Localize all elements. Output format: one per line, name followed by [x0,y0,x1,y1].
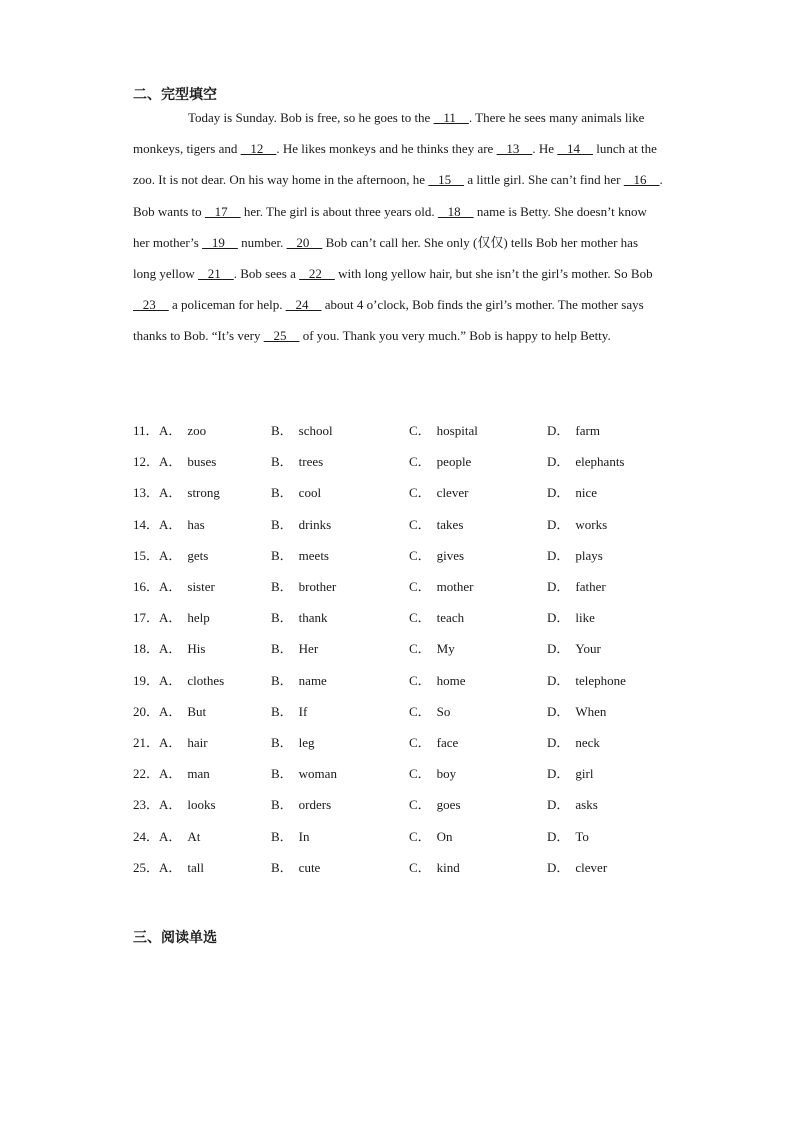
option-text: girl [575,766,594,782]
option-d [547,514,667,533]
option-text: has [187,516,205,532]
passage-text: . He likes monkeys and he thinks they are [276,141,497,157]
option-text: people [436,454,472,470]
option-text: farm [575,423,600,439]
option-letter: C． [409,859,431,875]
option-c [409,732,547,751]
option-text: boy [436,766,457,782]
option-text: works [575,516,608,532]
option-text: On [436,828,453,844]
option-text: neck [575,734,600,750]
passage-text: about 4 o’clock, Bob finds the girl’s mother. The mother says thanks to Bob. “It’s very [133,297,644,344]
option-letter: B． [271,423,293,439]
option-letter: B． [271,797,293,813]
option-b [271,576,409,595]
option-text: So [436,703,451,719]
option-b [271,732,409,751]
option-letter: C． [409,797,431,813]
option-text: meets [298,547,329,563]
option-text: sister [187,579,215,595]
option-letter: C． [409,734,431,750]
option-a [159,420,271,439]
question-number: 11． [133,423,159,439]
question-row [133,632,693,663]
option-letter: D． [547,797,570,813]
option-letter: D． [547,610,570,626]
option-b [271,514,409,533]
option-c [409,420,547,439]
blank-19: 19 [202,234,238,250]
option-c [409,482,547,501]
option-a [159,607,271,626]
option-text: leg [298,734,315,750]
option-b [271,794,409,813]
section-title-cloze: 二、完型填空 [133,87,217,103]
option-text: goes [436,797,461,813]
option-text: like [575,610,595,626]
option-text: clever [575,859,608,875]
option-letter: B． [271,672,293,688]
option-d [547,763,667,782]
question-row [133,601,693,632]
passage-text: her. The girl is about three years old. [240,203,438,219]
option-text: His [187,641,206,657]
option-letter: D． [547,641,570,657]
option-text: woman [298,766,337,782]
blank-23: 23 [133,297,169,313]
option-d [547,857,667,876]
option-letter: B． [271,734,293,750]
option-text: cool [298,485,322,501]
blank-21: 21 [198,266,234,282]
option-c [409,451,547,470]
option-letter: B． [271,610,293,626]
option-text: Her [298,641,319,657]
cloze-passage [133,102,663,352]
option-c [409,857,547,876]
blank-14: 14 [557,141,593,157]
option-letter: C． [409,579,431,595]
option-letter: D． [547,828,570,844]
option-text: brother [298,579,337,595]
option-text: clothes [187,672,225,688]
option-letter: C． [409,641,431,657]
option-letter: C． [409,454,431,470]
option-text: kind [436,859,460,875]
option-letter: C． [409,610,431,626]
blank-12: 12 [240,141,277,157]
option-a [159,451,271,470]
question-number: 14． [133,516,160,532]
blank-25: 25 [263,328,300,344]
option-d [547,638,667,657]
option-letter: C． [409,672,431,688]
question-number: 24． [133,828,160,844]
option-letter: D． [547,423,570,439]
option-letter: A． [159,610,182,626]
option-letter: C． [409,423,431,439]
passage-paragraph [133,102,663,352]
option-text: strong [187,485,220,501]
option-b [271,607,409,626]
passage-text: . He [532,141,558,157]
option-text: In [298,828,310,844]
option-letter: B． [271,485,293,501]
option-letter: B． [271,547,293,563]
option-letter: D． [547,734,570,750]
question-row [133,851,693,882]
option-letter: C． [409,485,431,501]
option-c [409,576,547,595]
option-text: plays [575,547,603,563]
question-number: 25． [133,859,160,875]
option-text: gets [187,547,209,563]
option-b [271,545,409,564]
option-c [409,607,547,626]
question-number: 16． [133,579,160,595]
option-d [547,701,667,720]
option-letter: D． [547,485,570,501]
option-letter: A． [159,454,182,470]
option-text: But [187,703,207,719]
option-c [409,545,547,564]
option-d [547,732,667,751]
option-letter: A． [159,423,182,439]
option-a [159,576,271,595]
option-text: father [575,579,606,595]
option-text: telephone [575,672,626,688]
question-row [133,695,693,726]
question-row [133,414,693,445]
option-text: zoo [187,423,207,439]
passage-text: a little girl. She can’t find her [464,172,624,188]
option-letter: C． [409,766,431,782]
option-c [409,701,547,720]
option-c [409,670,547,689]
option-text: takes [436,516,464,532]
option-letter: B． [271,859,293,875]
question-number: 19． [133,672,160,688]
blank-17: 17 [204,203,241,219]
option-letter: D． [547,766,570,782]
option-letter: D． [547,516,570,532]
option-a [159,638,271,657]
option-text: Your [575,641,601,657]
option-a [159,857,271,876]
option-text: orders [298,797,332,813]
option-letter: D． [547,579,570,595]
option-c [409,794,547,813]
passage-text: Today is Sunday. Bob is free, so he goes to the [188,110,434,125]
question-row [133,757,693,788]
option-letter: D． [547,703,570,719]
option-b [271,638,409,657]
question-row [133,570,693,601]
section-title-reading: 三、阅读单选 [133,930,217,946]
option-b [271,482,409,501]
options-list [133,414,693,882]
option-text: face [436,734,459,750]
option-text: name [298,672,327,688]
passage-text: lunch at the zoo. It is not dear. On his way home in the afternoon, he [133,141,657,188]
question-number: 13． [133,485,160,501]
option-d [547,451,667,470]
option-d [547,420,667,439]
option-text: school [298,423,333,439]
option-a [159,670,271,689]
passage-text: number. [237,234,287,250]
option-letter: A． [159,672,182,688]
option-letter: B． [271,641,293,657]
question-number: 17． [133,610,160,626]
question-number: 21． [133,734,160,750]
question-row [133,508,693,539]
question-number: 20． [133,703,160,719]
option-c [409,763,547,782]
option-letter: A． [159,485,182,501]
blank-22: 22 [299,266,335,282]
option-a [159,826,271,845]
question-number: 22． [133,766,160,782]
option-b [271,763,409,782]
option-text: tall [187,859,204,875]
option-text: home [436,672,466,688]
option-letter: D． [547,859,570,875]
question-row [133,445,693,476]
option-letter: A． [159,859,182,875]
option-text: man [187,766,210,782]
option-d [547,794,667,813]
question-row [133,788,693,819]
option-a [159,482,271,501]
option-c [409,826,547,845]
option-text: asks [575,797,598,813]
option-text: looks [187,797,216,813]
option-letter: C． [409,547,431,563]
option-letter: A． [159,703,182,719]
passage-text: Bob can’t call her. She only (仅仅) tells Bob her mother has long yellow [133,234,638,282]
option-text: thank [298,610,328,626]
option-text: If [298,703,308,719]
passage-text: . Bob wants to [133,172,663,219]
option-text: My [436,641,455,657]
option-b [271,670,409,689]
option-text: help [187,610,210,626]
option-letter: A． [159,766,182,782]
option-d [547,670,667,689]
question-number: 12． [133,454,160,470]
option-d [547,545,667,564]
option-letter: A． [159,734,182,750]
blank-18: 18 [437,203,474,219]
option-text: clever [436,485,469,501]
question-row [133,726,693,757]
option-letter: A． [159,516,182,532]
option-text: cute [298,859,321,875]
option-letter: A． [159,579,182,595]
option-letter: D． [547,672,570,688]
option-c [409,514,547,533]
option-b [271,701,409,720]
option-text: elephants [575,454,625,470]
option-text: drinks [298,516,332,532]
blank-16: 16 [623,172,660,188]
option-c [409,638,547,657]
option-text: hair [187,734,208,750]
blank-15: 15 [428,172,465,188]
option-text: trees [298,454,324,470]
option-letter: C． [409,828,431,844]
blank-11: 11 [433,110,469,125]
option-text: mother [436,579,474,595]
option-letter: D． [547,547,570,563]
question-number: 15． [133,547,160,563]
question-row [133,539,693,570]
option-d [547,826,667,845]
option-text: gives [436,547,465,563]
option-text: To [575,828,589,844]
passage-text: . Bob sees a [233,266,300,282]
option-b [271,451,409,470]
option-a [159,701,271,720]
option-d [547,576,667,595]
option-a [159,763,271,782]
option-letter: B． [271,579,293,595]
passage-text: of you. Thank you very much.” Bob is happy to help Betty. [299,328,611,344]
option-letter: B． [271,703,293,719]
option-letter: B． [271,454,293,470]
option-letter: A． [159,828,182,844]
option-letter: B． [271,828,293,844]
option-letter: C． [409,516,431,532]
question-number: 18． [133,641,160,657]
option-text: At [187,828,201,844]
option-d [547,482,667,501]
question-row [133,664,693,695]
option-letter: D． [547,454,570,470]
blank-13: 13 [496,141,533,157]
option-letter: A． [159,797,182,813]
option-a [159,545,271,564]
option-text: teach [436,610,465,626]
question-row [133,476,693,507]
passage-text: . There he sees many animals like monkeys, tigers and [133,110,645,157]
option-letter: A． [159,641,182,657]
passage-text: name is Betty. She doesn’t know her mother’s [133,203,647,250]
question-number: 23． [133,797,160,813]
option-a [159,794,271,813]
option-letter: C． [409,703,431,719]
question-row [133,819,693,850]
option-a [159,514,271,533]
option-b [271,857,409,876]
option-text: hospital [436,423,478,439]
option-letter: B． [271,766,293,782]
option-text: nice [575,485,598,501]
passage-text: with long yellow hair, but she isn’t the girl’s mother. So Bob [334,266,653,282]
option-a [159,732,271,751]
passage-text: a policeman for help. [168,297,286,313]
option-letter: A． [159,547,182,563]
option-letter: B． [271,516,293,532]
option-d [547,607,667,626]
option-b [271,826,409,845]
blank-24: 24 [285,297,322,313]
option-text: buses [187,454,217,470]
blank-20: 20 [286,234,323,250]
option-text: When [575,703,607,719]
option-b [271,420,409,439]
